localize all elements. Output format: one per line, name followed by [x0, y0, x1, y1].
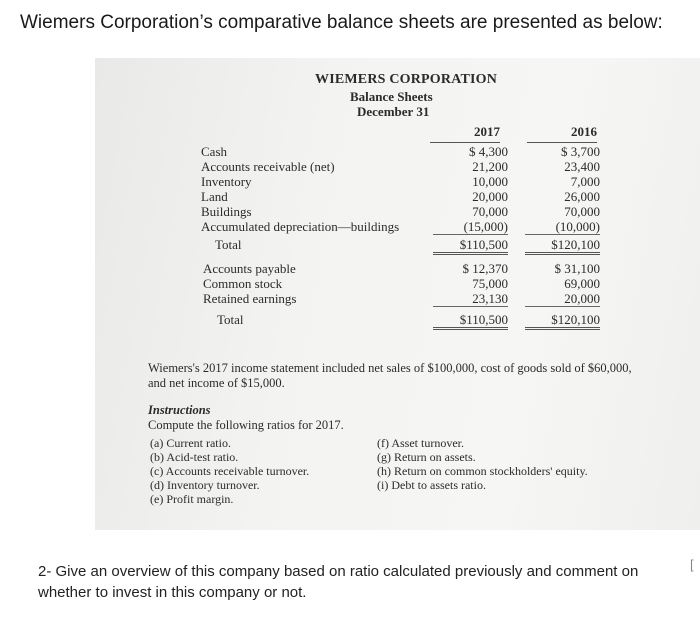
value-2017-retained-earnings: 23,130	[433, 291, 508, 307]
value-2017-inventory: 10,000	[472, 174, 508, 189]
page-heading: Wiemers Corporation’s comparative balance sheets are presented as below:	[20, 12, 663, 33]
ratio-item: (f) Asset turnover.	[377, 436, 464, 450]
statement-title: Balance Sheets	[350, 89, 433, 104]
value-2016-total-liabilities-equity: $120,100	[525, 312, 600, 330]
edge-bracket-icon: [	[690, 557, 694, 572]
ratio-item: (g) Return on assets.	[377, 450, 476, 464]
ratio-item: (e) Profit margin.	[150, 492, 234, 506]
row-label-accounts-payable: Accounts payable	[203, 261, 296, 276]
row-label-cash: Cash	[201, 144, 227, 159]
row-label-land: Land	[201, 189, 228, 204]
value-2017-total-assets: $110,500	[433, 237, 508, 255]
ratio-item: (a) Current ratio.	[150, 436, 231, 450]
value-2017-cash: $ 4,300	[469, 144, 508, 159]
value-2017-accounts-payable: $ 12,370	[462, 261, 508, 276]
value-2016-total-assets: $120,100	[525, 237, 600, 255]
year-2016-header: 2016	[527, 124, 597, 143]
row-label-accum-depreciation: Accumulated depreciation—buildings	[201, 219, 400, 234]
row-label-common-stock: Common stock	[203, 276, 283, 291]
value-2016-accounts-payable: $ 31,100	[554, 261, 600, 276]
row-label-buildings: Buildings	[201, 204, 252, 219]
ratio-item: (d) Inventory turnover.	[150, 478, 260, 492]
ratio-item: (i) Debt to assets ratio.	[377, 478, 486, 492]
row-label-receivables: Accounts receivable (net)	[201, 159, 335, 174]
value-2017-land: 20,000	[472, 189, 508, 204]
value-2017-common-stock: 75,000	[472, 276, 508, 291]
income-statement-note: Wiemers's 2017 income statement included net sales of $100,000, cost of goods sold of $60,000, and net income of $15,000.	[148, 361, 632, 390]
instructions-text: Compute the following ratios for 2017.	[148, 418, 344, 432]
value-2017-total-liabilities-equity: $110,500	[433, 312, 508, 330]
value-2017-receivables: 21,200	[472, 159, 508, 174]
value-2016-cash: $ 3,700	[561, 144, 600, 159]
value-2016-retained-earnings: 20,000	[525, 291, 600, 307]
value-2017-buildings: 70,000	[472, 204, 508, 219]
year-2017-header: 2017	[430, 124, 500, 143]
value-2016-common-stock: 69,000	[564, 276, 600, 291]
row-label-inventory: Inventory	[201, 174, 252, 189]
value-2016-land: 26,000	[564, 189, 600, 204]
value-2016-buildings: 70,000	[564, 204, 600, 219]
company-name: WIEMERS CORPORATION	[315, 72, 498, 87]
value-2017-accum-depreciation: (15,000)	[433, 219, 508, 235]
ratio-item: (c) Accounts receivable turnover.	[150, 464, 310, 478]
value-2016-accum-depreciation: (10,000)	[525, 219, 600, 235]
row-label-total-liabilities-equity: Total	[217, 312, 244, 327]
ratio-item: (h) Return on common stockholders' equity.	[377, 464, 588, 478]
row-label-total-assets: Total	[215, 237, 242, 252]
balance-sheet-photo	[95, 58, 700, 530]
row-label-retained-earnings: Retained earnings	[203, 291, 297, 306]
ratio-item: (b) Acid-test ratio.	[150, 450, 239, 464]
value-2016-receivables: 23,400	[564, 159, 600, 174]
statement-date: December 31	[357, 104, 430, 119]
value-2016-inventory: 7,000	[570, 174, 600, 189]
discussion-question: 2- Give an overview of this company based on ratio calculated previously and comment on whether to invest in this company or not.	[38, 563, 639, 601]
instructions-title: Instructions	[148, 403, 211, 417]
